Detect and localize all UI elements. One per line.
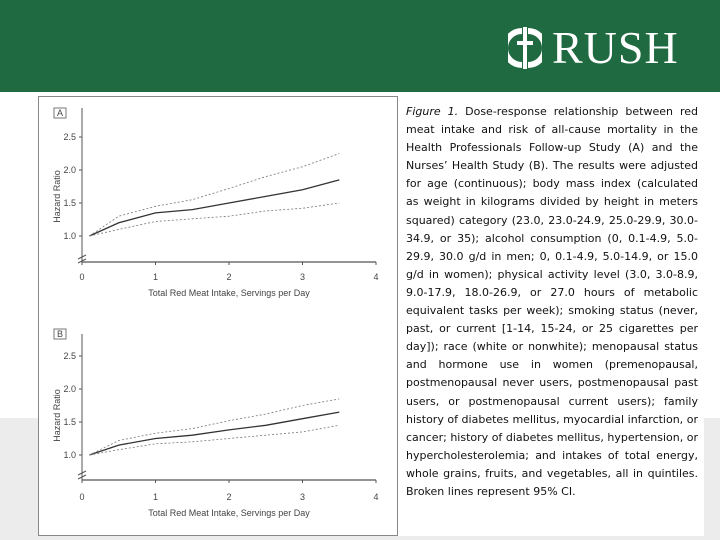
hazard-ratio-line: [89, 412, 339, 455]
x-tick-label: 2: [226, 272, 232, 282]
y-tick-label: 2.5: [63, 132, 76, 142]
y-axis-label: Hazard Ratio: [52, 389, 62, 442]
panel-label: A: [57, 108, 64, 118]
rush-emblem-icon: [508, 23, 542, 73]
caption-text: Dose-response relationship between red meat intake and risk of all-cause mortality in the Health Professionals Follow-up Study (A) and the Nurses’ Health Study (B). The results were adjusted for age (continuous); body mass index (calculated as weight in kilograms divided by height in meters squared) category (23.0, 23.0-24.9, 25.0-29.9, 30.0-34.9, or 35); alcohol consumption (0, 0.1-4.9, 5.0-29.9, 30.0 g/d in men; 0, 0.1-4.9, 5.0-14.9, or 15.0 g/d in women); physical activity level (3.0, 3.0-8.9, 9.0-17.9, 18.0-26.9, or 27.0 hours of metabolic equivalent tasks per week); smoking status (never, past, or current [1-14, 15-24, or 25 cigarettes per day]); race (white or nonwhite); menopausal status and hormone use in women (premenopausal, postmenopausal never users, postmenopausal past users, or postmenopausal current users); family history of diabetes mellitus, myocardial infarction, or cancer; history of diabetes mellitus, hypertension, or hypercholesterolemia; and intakes of total energy, whole grains, fruits, and vegetables, all in quintiles. Broken lines represent 95% CI.: [406, 105, 698, 498]
caption-label: Figure 1.: [406, 105, 459, 118]
confidence-interval-line: [89, 399, 339, 455]
confidence-interval-line: [89, 203, 339, 236]
y-tick-label: 1.5: [63, 417, 76, 427]
y-tick-label: 1.5: [63, 198, 76, 208]
hazard-ratio-line: [89, 180, 339, 236]
figure-panel: [38, 96, 398, 536]
y-axis-label: Hazard Ratio: [52, 170, 62, 223]
figure-charts: [39, 97, 397, 535]
panel-label: B: [57, 329, 64, 339]
x-tick-label: 1: [152, 492, 159, 502]
y-tick-label: 1.0: [63, 231, 76, 241]
x-tick-label: 2: [226, 492, 232, 502]
x-tick-label: 4: [373, 492, 379, 502]
x-tick-label: 1: [152, 272, 159, 282]
confidence-interval-line: [89, 154, 339, 237]
x-axis-label: Total Red Meat Intake, Servings per Day: [148, 508, 310, 518]
figure-caption: [406, 103, 698, 501]
x-tick-label: 0: [79, 492, 85, 502]
rush-logo: [508, 18, 679, 78]
x-tick-label: 0: [79, 272, 85, 282]
caption-panel: [398, 96, 704, 536]
x-tick-label: 3: [299, 272, 306, 282]
y-tick-label: 1.0: [63, 450, 76, 460]
x-tick-label: 4: [373, 272, 379, 282]
confidence-interval-line: [89, 425, 339, 455]
x-axis-label: Total Red Meat Intake, Servings per Day: [148, 288, 310, 298]
y-tick-label: 2.5: [63, 351, 76, 361]
header-banner: [0, 0, 720, 92]
y-tick-label: 2.0: [63, 165, 76, 175]
x-tick-label: 3: [299, 492, 306, 502]
y-tick-label: 2.0: [63, 384, 76, 394]
brand-name: RUSH: [552, 22, 679, 73]
